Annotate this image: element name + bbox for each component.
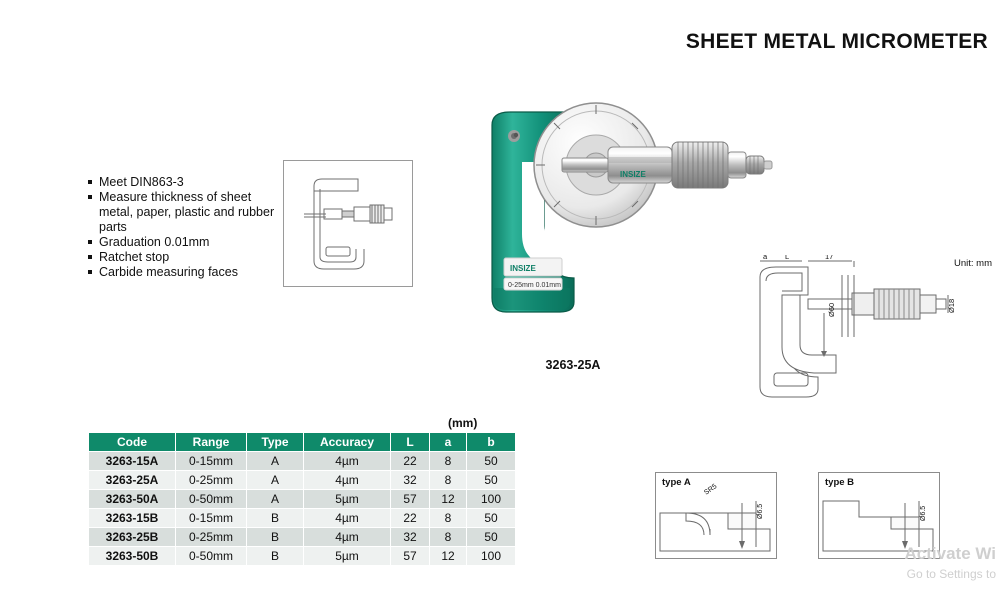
svg-text:Ø18: Ø18 [947,298,956,313]
cell-accuracy: 5µm [304,490,391,509]
dimension-drawing-svg [742,255,992,405]
column-header-l: L [391,433,430,452]
page-title: SHEET METAL MICROMETER [685,30,988,53]
cell-code: 3263-25A [89,471,176,490]
cell-b: 100 [467,490,516,509]
product-photo-caption: 3263-25A [545,358,601,372]
column-header-code: Code [89,433,176,452]
cell-l: 22 [391,509,430,528]
list-item [88,265,278,280]
cell-type: B [247,547,304,566]
cell-b: 50 [467,528,516,547]
table-header-row [89,433,516,452]
cell-a: 8 [430,471,467,490]
table-unit-note: (mm) [448,416,478,430]
column-header-accuracy: Accuracy [304,433,391,452]
cell-code: 3263-50A [89,490,176,509]
table-row [89,528,516,547]
column-header-a: a [430,433,467,452]
svg-text:17: 17 [825,255,834,261]
list-item [88,175,278,190]
cell-b: 50 [467,471,516,490]
bullet-square-icon [88,180,92,184]
cell-b: 50 [467,509,516,528]
feature-list [88,175,278,280]
type-a-detail-box [655,472,777,559]
feature-text: Measure thickness of sheet metal, paper, plastic and rubber parts [99,190,275,234]
cell-l: 32 [391,471,430,490]
cell-range: 0-25mm [176,471,247,490]
svg-text:Ø60: Ø60 [827,302,836,317]
cell-l: 22 [391,452,430,471]
specification-table [88,432,516,566]
list-item [88,235,278,250]
cell-type: A [247,490,304,509]
feature-text: Meet DIN863-3 [99,175,184,189]
usage-illustration-drawing [284,161,410,284]
bullet-square-icon [88,270,92,274]
list-item [88,190,278,235]
feature-text: Ratchet stop [99,250,170,264]
table-row [89,547,516,566]
cell-l: 57 [391,490,430,509]
cell-range: 0-50mm [176,547,247,566]
cell-b: 100 [467,547,516,566]
cell-l: 32 [391,528,430,547]
table-row [89,509,516,528]
table-row [89,452,516,471]
cell-type: A [247,452,304,471]
cell-code: 3263-15A [89,452,176,471]
type-a-dia-label: Ø6.5 [757,503,764,519]
cell-b: 50 [467,452,516,471]
table-row [89,490,516,509]
dimension-drawing [742,255,992,405]
cell-code: 3263-50B [89,547,176,566]
type-b-label: type B [825,477,855,488]
cell-accuracy: 4µm [304,471,391,490]
cell-accuracy: 4µm [304,528,391,547]
unit-label: Unit: mm [954,258,992,269]
usage-illustration-box [283,160,413,287]
table-row [89,471,516,490]
cell-range: 0-15mm [176,452,247,471]
svg-text:0-25mm 0.01mm: 0-25mm 0.01mm [508,282,561,289]
cell-code: 3263-25B [89,528,176,547]
cell-l: 57 [391,547,430,566]
cell-type: A [247,471,304,490]
cell-range: 0-15mm [176,509,247,528]
type-b-detail-box [818,472,940,559]
cell-a: 8 [430,452,467,471]
cell-a: 8 [430,528,467,547]
watermark-line2: Go to Settings to [906,567,996,581]
svg-text:INSIZE: INSIZE [620,170,646,179]
cell-a: 8 [430,509,467,528]
bullet-square-icon [88,240,92,244]
cell-range: 0-25mm [176,528,247,547]
cell-a: 12 [430,490,467,509]
type-a-radius-label: SR5 [703,483,719,497]
type-a-label: type A [662,477,691,488]
feature-text: Carbide measuring faces [99,265,238,279]
cell-accuracy: 5µm [304,547,391,566]
cell-range: 0-50mm [176,490,247,509]
cell-a: 12 [430,547,467,566]
svg-text:INSIZE: INSIZE [510,264,536,273]
bullet-square-icon [88,195,92,199]
cell-type: B [247,528,304,547]
column-header-range: Range [176,433,247,452]
cell-accuracy: 4µm [304,509,391,528]
feature-text: Graduation 0.01mm [99,235,210,249]
cell-accuracy: 4µm [304,452,391,471]
column-header-type: Type [247,433,304,452]
svg-text:L: L [785,255,790,261]
cell-code: 3263-15B [89,509,176,528]
list-item [88,250,278,265]
cell-type: B [247,509,304,528]
watermark-line1: Activate Wi [904,544,996,563]
bullet-square-icon [88,255,92,259]
svg-text:a: a [763,255,768,261]
type-b-dia-label: Ø6.5 [920,505,927,521]
column-header-b: b [467,433,516,452]
